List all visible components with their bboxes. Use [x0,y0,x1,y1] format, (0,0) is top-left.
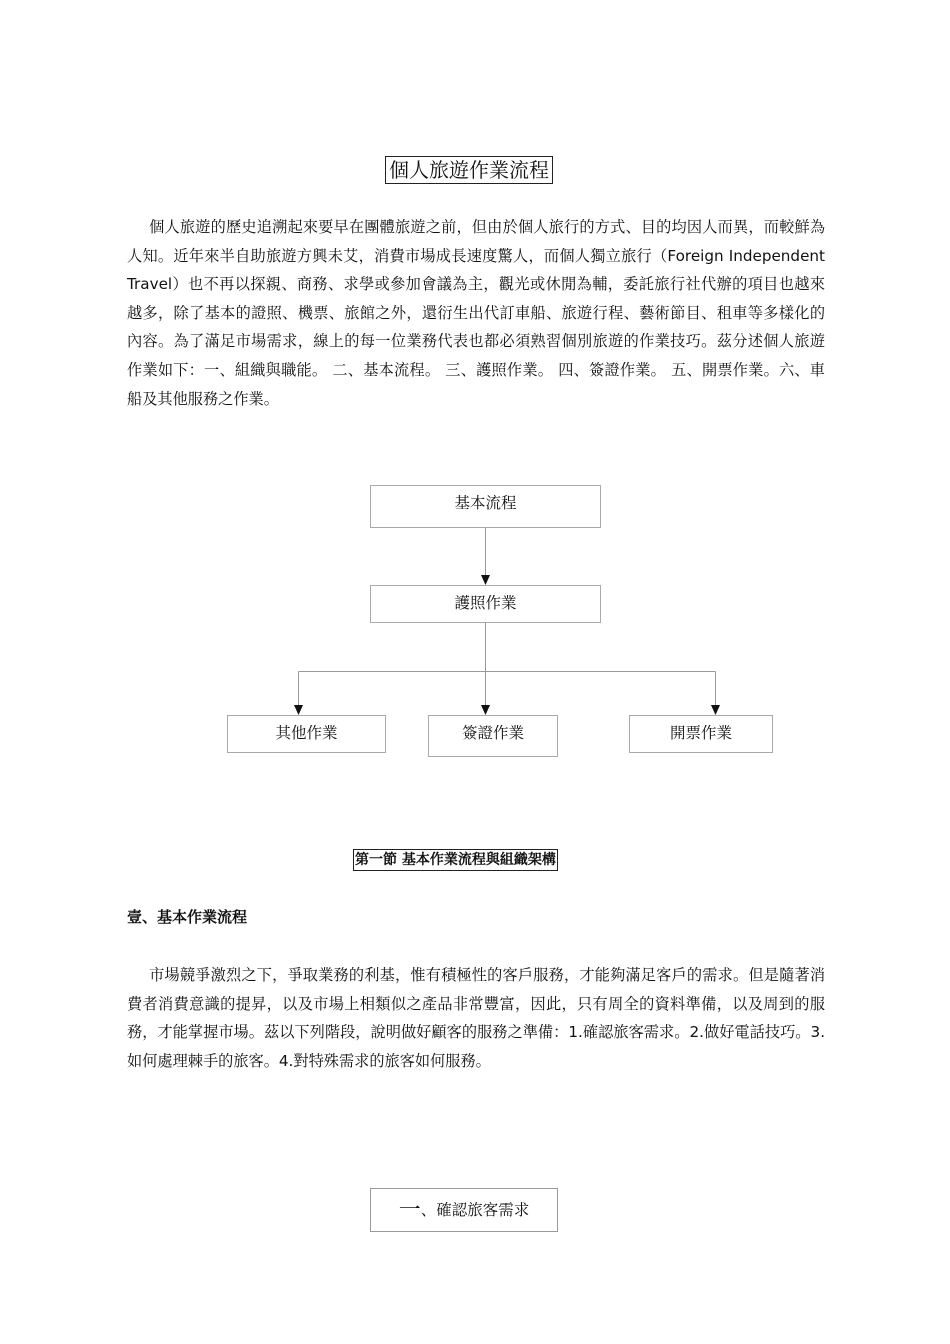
section-paragraph [127,961,825,1075]
arrow-head [481,705,490,715]
flow-node-other: 其他作業 [227,715,386,753]
intro-text-part2: ）也不再以探親、商務、求學或參加會議為主，觀光或休閒為輔，委託旅行社代辦的項目也越來越多，除了基本的證照、機票、旅館之外，還衍生出代訂車船、旅遊行程、藝術節目、租車等多樣化的內容。為了滿足市場需求，線上的每一位業務代表也都必須熟習個別旅遊的作業技巧。茲分述個人旅遊作業如下：一、組織與職能。 二、基本流程。 三、護照作業。 四、簽證作業。 五、開票作業。六、車船及其他服務之作業。 [127,275,825,408]
para-text: 市場競爭激烈之下，爭取業務的利基，惟有積極性的客戶服務，才能夠滿足客戶的需求。但是隨著消費者消費意識的提昇，以及市場上相類似之產品非常豐富，因此，只有周全的資料準備，以及周到的服務，才能掌握市場。茲以下列階段，說明做好顧客的服務之準備： [127,966,825,1042]
para-text: 如何處理棘手的旅客。 [127,1051,279,1070]
step-number: 一 [398,1198,421,1223]
list-number: 3. [810,1023,826,1042]
section-heading: 第一節 基本作業流程與組織架構 [353,849,558,871]
step-one-box [370,1188,558,1232]
para-text: 對特殊需求的旅客如何服務。 [293,1051,491,1070]
arrow-head [294,705,303,715]
flow-node-basic-process: 基本流程 [370,485,601,528]
intro-english-term: Foreign Independent Travel [127,246,825,294]
list-number: 2. [689,1023,704,1042]
sub-heading: 壹、基本作業流程 [127,908,248,926]
document-title: 個人旅遊作業流程 [385,156,553,184]
step-label: 、確認旅客需求 [420,1201,530,1219]
intro-text-part1: 個人旅遊的歷史追溯起來要早在團體旅遊之前，但由於個人旅行的方式、目的均因人而異，而較鮮為人知。近年來半自助旅遊方興未艾，消費市場成長速度驚人，而個人獨立旅行（ [127,218,825,265]
flow-node-ticketing: 開票作業 [629,715,773,753]
list-number: 4. [278,1051,294,1070]
arrow-head [481,575,490,585]
arrow-head [711,705,720,715]
flow-node-passport: 護照作業 [370,585,601,623]
para-text: 做好電話技巧。 [703,1023,811,1042]
flow-node-visa: 簽證作業 [428,715,558,757]
list-number: 1. [568,1023,583,1042]
para-text: 確認旅客需求。 [582,1023,690,1042]
